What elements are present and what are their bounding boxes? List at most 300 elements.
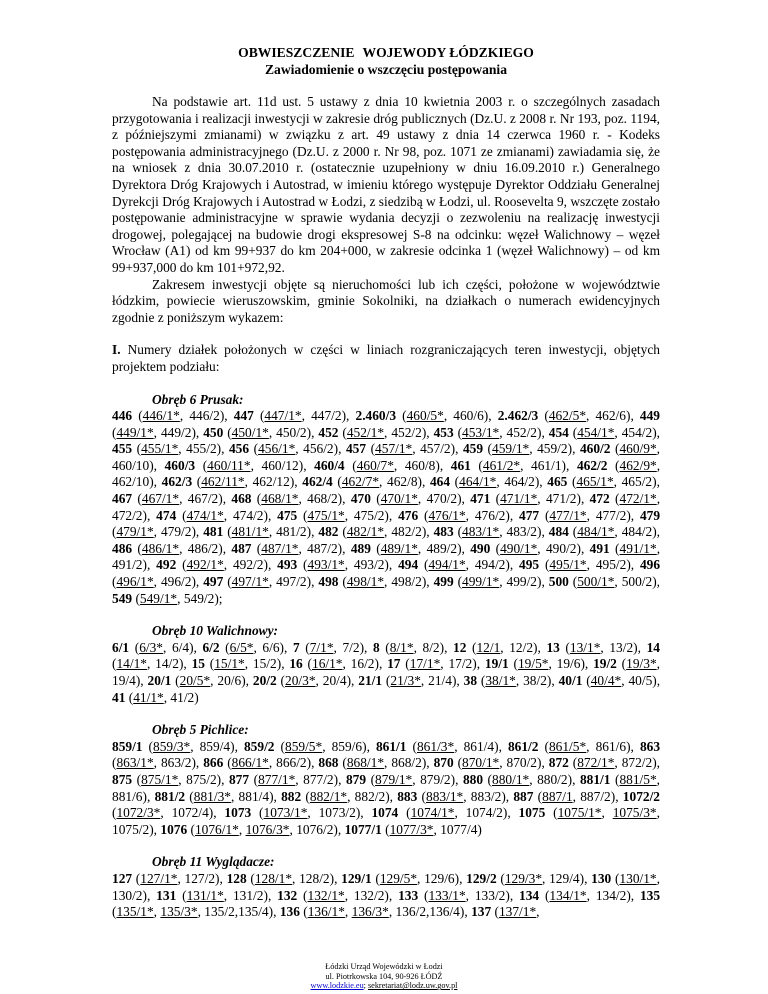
plot-entry: 1076 (1076/1*, 1076/3*, 1076/2) (160, 821, 338, 837)
plot-number: 452 (318, 424, 339, 440)
plot-entry: 882 (882/1*, 882/2) (281, 788, 390, 804)
title-part-2: WOJEWODY ŁÓDZKIEGO (362, 45, 534, 60)
plot-entry: 129/1 (129/5*, 129/6) (341, 870, 460, 886)
plot-entry: 130 (130/1*, 130/2) (112, 870, 660, 903)
plot-number: 454 (548, 424, 569, 440)
plot-entry: 2.462/3 (462/5*, 462/6) (497, 408, 631, 424)
plot-split-number: 449/1* (116, 424, 154, 440)
plot-split-number: 452/1* (346, 424, 385, 440)
plot-number: 127 (112, 870, 133, 886)
footer-website-link[interactable]: www.lodzkie.eu (310, 981, 364, 991)
plot-entry: 8 (8/1*, 8/2) (372, 639, 445, 655)
plot-split-number: 136/1* (307, 904, 345, 920)
plot-remainder-number: 880/2 (537, 771, 568, 787)
plot-entry: 872 (872/1*, 872/2) (548, 755, 657, 771)
plot-split-number: 468/1* (261, 491, 299, 507)
plot-remainder-number: 464/2 (504, 474, 535, 490)
plot-entry: 449 (449/1*, 449/2) (112, 408, 660, 440)
plot-split-number: 20/3* (285, 673, 316, 688)
plot-entry: 133 (133/1*, 133/2) (398, 887, 510, 903)
plot-remainder-number: 499/2 (506, 574, 538, 590)
plot-number: 881/2 (154, 788, 186, 804)
plot-split-number: 500/1* (577, 574, 615, 590)
plot-split-number: 470/1* (380, 491, 418, 507)
plot-number: 1076 (160, 821, 188, 837)
plot-remainder-number: 467/2 (187, 491, 219, 507)
plot-split-number: 493/1* (307, 557, 345, 573)
plot-number: 887 (513, 788, 534, 804)
plot-remainder-number: 476/2 (474, 507, 506, 523)
plot-remainder-number: 861/4 (463, 738, 495, 754)
plot-number: 462/2 (576, 457, 608, 473)
plot-entry: 484 (484/1*, 484/2) (548, 524, 657, 540)
plot-entry: 40/1 (40/4*, 40/5) (558, 673, 657, 688)
document-page (112, 34, 660, 921)
plot-number: 137 (471, 904, 492, 920)
plot-split-number: 863/1* (116, 755, 154, 771)
plot-remainder-number: 474/2 (232, 507, 264, 523)
plot-remainder-number: 484/2 (621, 524, 653, 540)
plot-remainder-number: 497/2 (276, 574, 307, 590)
plot-entry: 472 (472/1*, 472/2) (112, 491, 661, 523)
plot-number: 460/3 (164, 457, 196, 473)
plot-entry: 490 (490/1*, 490/2) (470, 540, 581, 556)
plot-number: 40/1 (558, 673, 583, 688)
precinct-block (112, 854, 660, 920)
plot-remainder-number: 460/10 (112, 457, 150, 473)
plot-number: 455 (112, 441, 133, 457)
plot-remainder-number: 882/2 (354, 788, 386, 804)
footer-email-link[interactable]: sekretariat@lodz.uw.gov.pl (368, 981, 458, 991)
plot-entry: 131 (131/1*, 131/2) (156, 887, 268, 903)
section-number: I. (112, 342, 121, 358)
plot-split-number: 494/1* (428, 557, 466, 573)
plot-remainder-number: 549/2 (183, 590, 215, 606)
plot-number: 136 (279, 904, 300, 920)
plot-split-number: 6/5* (229, 639, 254, 655)
plot-remainder-number: 133/2 (474, 887, 506, 903)
plot-remainder-number: 7/2 (342, 639, 360, 655)
plot-split-number: 859/3* (153, 738, 191, 754)
plot-remainder-number: 136/2,136/4 (395, 904, 460, 920)
plot-entry: 474 (474/1*, 474/2) (156, 507, 268, 523)
plot-split-number: 460/11* (207, 457, 251, 473)
plot-entry: 19/2 (19/3*, 19/4) (112, 656, 661, 688)
plot-entry: 486 (486/1*, 486/2) (112, 540, 223, 556)
plot-entry: 482 (482/1*, 482/2) (318, 524, 427, 540)
plot-number: 465 (547, 474, 568, 490)
plot-entry: 499 (499/1*, 499/2) (433, 574, 542, 590)
plot-split-number: 462/5* (548, 408, 587, 424)
title-part-1: OBWIESZCZENIE (238, 45, 355, 60)
plot-split-number: 499/1* (462, 574, 500, 590)
plot-list: 6/1 (6/3*, 6/4), 6/2 (6/5*, 6/6), 7 (7/1*, 7/2), 8 (8/1*, 8/2), 12 (12/1, 12/2), 13 (13/1*, 13/2), 14 (14/1*, 14/2), 15 (15/1*, 15/2), 16 (16/1*, 16/2), 17 (17/1*, 17/2), 19/1 (19/5*, 19/6), 19/2 (19/3*, 19/4), 20/1 (20/5*, 20/6), 20/2 (20/3*, 20/4), 21/1 (21/3*, 21/4), 38 (38/1*, 38/2), 40/1 (40/4*, 40/5), 41 (41/1*, 41/2) (112, 639, 661, 705)
plot-entry: 465 (465/1*, 465/2) (547, 474, 657, 490)
plot-split-number: 1074/1* (410, 805, 455, 821)
plot-number: 495 (519, 557, 540, 573)
plot-entry: 136 (136/1*, 136/3*, 136/2,136/4) (279, 904, 465, 920)
plot-remainder-number: 487/2 (307, 540, 338, 556)
plot-number: 129/1 (341, 870, 372, 886)
plot-split-number: 455/1* (141, 441, 179, 457)
plot-entry: 868 (868/1*, 868/2) (318, 755, 427, 771)
precinct-title: Obręb 6 Prusak: (152, 391, 244, 407)
plot-number: 467 (112, 491, 133, 507)
plot-number: 449 (639, 408, 660, 424)
plot-remainder-number: 881/6 (112, 788, 143, 804)
plot-split-number: 6/3* (139, 639, 163, 655)
plot-remainder-number: 457/2 (420, 441, 451, 457)
plot-entry: 879 (879/1*, 879/2) (345, 771, 456, 787)
plot-number: 863 (639, 738, 661, 754)
plot-remainder-number: 452/2 (391, 424, 422, 440)
plot-split-number: 872/1* (577, 755, 615, 771)
plot-split-number: 476/1* (428, 507, 466, 523)
plot-number: 479 (639, 507, 661, 523)
plot-entry: 460/2 (460/9*, 460/10) (112, 441, 660, 473)
plot-remainder-number: 446/2 (189, 408, 220, 424)
plot-entry: 17 (17/1*, 17/2) (387, 656, 477, 672)
plot-number: 17 (387, 656, 401, 672)
plot-number: 868 (318, 755, 339, 771)
plot-entry: 475 (475/1*, 475/2) (277, 507, 389, 523)
plot-entry: 1074 (1074/1*, 1074/2) (371, 805, 508, 821)
plot-remainder-number: 129/6 (424, 870, 455, 886)
plot-number: 1077/1 (344, 821, 382, 837)
plot-list: 446 (446/1*, 446/2), 447 (447/1*, 447/2), 2.460/3 (460/5*, 460/6), 2.462/3 (462/5*, 462/6), 449 (449/1*, 449/2), 450 (450/1*, 450/2), 452 (452/1*, 452/2), 453 (453/1*, 452/2), 454 (454/1*, 454/2), 455 (455/1*, 455/2), 456 (456/1*, 456/2), 457 (457/1*, 457/2), 459 (459/1*, 459/2), 460/2 (460/9*, 460/10), 460/3 (460/11*, 460/12), 460/4 (460/7*, 460/8), 461 (461/2*, 461/1), 462/2 (462/9*, 462/10), 462/3 (462/11*, 462/12), 462/4 (462/7*, 462/8), 464 (464/1*, 464/2), 465 (465/1*, 465/2), 467 (467/1*, 467/2), 468 (468/1*, 468/2), 470 (470/1*, 470/2), 471 (471/1*, 471/2), 472 (472/1*, 472/2), 474 (474/1*, 474/2), 475 (475/1*, 475/2), 476 (476/1*, 476/2), 477 (477/1*, 477/2), 479 (479/1*, 479/2), 481 (481/1*, 481/2), 482 (482/1*, 482/2), 483 (483/1*, 483/2), 484 (484/1*, 484/2), 486 (486/1*, 486/2), 487 (487/1*, 487/2), 489 (489/1*, 489/2), 490 (490/1*, 490/2), 491 (491/1*, 491/2), 492 (492/1*, 492/2), 493 (493/1*, 493/2), 494 (494/1*, 494/2), 495 (495/1*, 495/2), 496 (496/1*, 496/2), 497 (497/1*, 497/2), 498 (498/1*, 498/2), 499 (499/1*, 499/2), 500 (500/1*, 500/2), 549 (549/1*, 549/2); (112, 408, 661, 606)
plot-number: 15 (191, 656, 205, 672)
plot-number: 492 (156, 557, 177, 573)
plot-entry: 493 (493/1*, 493/2) (277, 557, 389, 573)
plot-entry: 859/2 (859/5*, 859/6) (243, 738, 367, 754)
plot-number: 128 (226, 870, 247, 886)
plot-remainder-number: 456/2 (303, 441, 334, 457)
plot-number: 496 (639, 557, 661, 573)
plot-entry: 453 (453/1*, 452/2) (433, 424, 542, 440)
plot-remainder-number: 883/2 (470, 788, 502, 804)
plot-number: 134 (519, 887, 540, 903)
plot-remainder-number: 461/1 (531, 457, 562, 473)
plot-entry: 489 (489/1*, 489/2) (350, 540, 462, 556)
plot-remainder-number: 490/2 (545, 540, 577, 556)
plot-number: 20/1 (147, 673, 172, 688)
plot-number: 8 (372, 639, 380, 655)
plot-number: 6/1 (112, 639, 130, 655)
plot-split-number: 135/3* (160, 904, 198, 920)
plot-entry: 497 (497/1*, 497/2) (203, 574, 312, 590)
plot-split-number: 881/5* (619, 771, 657, 787)
plot-number: 447 (233, 408, 254, 424)
plot-entry: 870 (870/1*, 870/2) (433, 755, 542, 771)
plot-split-number: 136/3* (351, 904, 389, 920)
plot-split-number: 13/1* (569, 639, 601, 655)
plot-entry: 41 (41/1*, 41/2) (112, 689, 199, 705)
plot-number: 880 (462, 771, 484, 787)
plot-number: 130 (591, 870, 612, 886)
plot-remainder-number: 482/2 (391, 524, 422, 540)
plot-entry: 1075 (1075/1*, 1075/3*, 1075/2) (112, 805, 660, 837)
plot-split-number: 459/1* (492, 441, 530, 457)
plot-remainder-number: 460/8 (404, 457, 436, 473)
plot-entry: 135 (135/1*, 135/3*, 135/2,135/4) (112, 887, 661, 920)
plot-split-number: 887/1 (542, 788, 573, 804)
plot-entry: 2.460/3 (460/5*, 460/6) (355, 408, 489, 424)
plot-number: 460/2 (579, 441, 611, 457)
plot-entry: 462/2 (462/9*, 462/10) (112, 457, 661, 490)
plot-split-number: 20/5* (179, 673, 211, 688)
plot-remainder-number: 462/10 (112, 474, 150, 490)
plot-number: 2.462/3 (497, 408, 539, 424)
plot-remainder-number: 861/6 (595, 738, 627, 754)
plot-number: 549 (112, 590, 133, 606)
plot-split-number: 137/1* (498, 904, 537, 920)
plot-split-number: 129/5* (379, 870, 418, 886)
plot-split-number: 487/1* (261, 540, 299, 556)
plot-split-number: 460/7* (356, 457, 394, 473)
plot-split-number: 883/1* (426, 788, 464, 804)
plot-entry: 861/2 (861/5*, 861/6) (507, 738, 631, 754)
plot-remainder-number: 1077/4 (440, 821, 478, 837)
plot-split-number: 456/1* (258, 441, 296, 457)
plot-split-number: 868/1* (346, 755, 385, 771)
plot-number: 877 (228, 771, 250, 787)
plot-entry: 498 (498/1*, 498/2) (318, 574, 427, 590)
plot-split-number: 19/3* (626, 656, 657, 672)
footer-contact (0, 981, 768, 991)
plot-number: 12 (453, 639, 467, 655)
plot-number: 453 (433, 424, 454, 440)
plot-entry: 129/2 (129/3*, 129/4) (466, 870, 585, 886)
plot-split-number: 481/1* (231, 524, 269, 540)
plot-entry: 549 (549/1*, 549/2) (112, 590, 219, 606)
plot-split-number: 880/1* (492, 771, 530, 787)
plot-number: 468 (231, 491, 252, 507)
plot-number: 475 (277, 507, 298, 523)
plot-remainder-number: 495/2 (595, 557, 627, 573)
plot-number: 476 (398, 507, 419, 523)
document-subtitle: Zawiadomienie o wszczęciu postępowania (264, 62, 508, 77)
plot-split-number: 462/7* (341, 474, 380, 490)
plot-entry: 460/4 (460/7*, 460/8) (314, 457, 440, 473)
plot-remainder-number: 868/2 (391, 755, 422, 771)
plot-split-number: 38/1* (485, 673, 516, 688)
plot-entry: 481 (481/1*, 481/2) (203, 524, 312, 540)
plot-remainder-number: 130/2 (112, 887, 143, 903)
plot-entry: 461 (461/2*, 461/1) (450, 457, 567, 473)
plot-entry: 38 (38/1*, 38/2) (463, 673, 552, 688)
plot-remainder-number: 481/2 (276, 524, 307, 540)
plot-remainder-number: 20/6 (217, 673, 242, 688)
plot-number: 456 (228, 441, 250, 457)
plot-entry: 12 (12/1, 12/2) (453, 639, 538, 655)
plot-split-number: 134/1* (549, 887, 587, 903)
plot-number: 879 (345, 771, 367, 787)
plot-entry: 880 (880/1*, 880/2) (462, 771, 573, 787)
plot-number: 457 (345, 441, 367, 457)
plot-entry: 134 (134/1*, 134/2) (519, 887, 631, 903)
plot-number: 464 (429, 474, 451, 490)
plot-split-number: 465/1* (576, 474, 614, 490)
plot-number: 1074 (371, 805, 399, 821)
plot-entry: 454 (454/1*, 454/2) (548, 424, 657, 440)
plot-split-number: 471/1* (500, 491, 538, 507)
plot-split-number: 492/1* (186, 557, 224, 573)
plot-remainder-number: 877/2 (303, 771, 334, 787)
plot-split-number: 491/1* (619, 540, 657, 556)
plot-remainder-number: 135/2,135/4 (204, 904, 269, 920)
plot-remainder-number: 498/2 (391, 574, 422, 590)
plot-split-number: 483/1* (462, 524, 500, 540)
plot-split-number: 447/1* (264, 408, 302, 424)
plot-split-number: 130/1* (619, 870, 657, 886)
plot-entry: 15 (15/1*, 15/2) (191, 656, 282, 672)
plot-entry: 492 (492/1*, 492/2) (156, 557, 268, 573)
plot-remainder-number: 460/6 (453, 408, 484, 424)
plot-split-number: 879/1* (375, 771, 413, 787)
plot-number: 490 (470, 540, 491, 556)
plot-remainder-number: 462/8 (387, 474, 418, 490)
plot-number: 493 (277, 557, 298, 573)
plot-split-number: 479/1* (116, 524, 154, 540)
plot-remainder-number: 12/2 (509, 639, 534, 655)
plot-split-number: 460/5* (406, 408, 444, 424)
plot-entry: 6/1 (6/3*, 6/4) (112, 639, 194, 655)
plot-number: 872 (548, 755, 569, 771)
plot-number: 20/2 (252, 673, 277, 688)
plot-number: 446 (112, 408, 133, 424)
plot-remainder-number: 500/2 (621, 574, 653, 590)
plot-number: 870 (433, 755, 454, 771)
plot-split-number: 875/1* (141, 771, 179, 787)
plot-entry: 452 (452/1*, 452/2) (318, 424, 427, 440)
plot-remainder-number: 127/2 (184, 870, 216, 886)
plot-entry: 861/1 (861/3*, 861/4) (375, 738, 499, 754)
plot-remainder-number: 21/4 (428, 673, 452, 688)
plot-remainder-number: 863/2 (160, 755, 192, 771)
plot-entry: 128 (128/1*, 128/2) (226, 870, 335, 886)
plot-list: 127 (127/1*, 127/2), 128 (128/1*, 128/2), 129/1 (129/5*, 129/6), 129/2 (129/3*, 129/4), 130 (130/1*, 130/2), 131 (131/1*, 131/2), 132 (132/1*, 132/2), 133 (133/1*, 133/2), 134 (134/1*, 134/2), 135 (135/1*, 135/3*, 135/2,135/4), 136 (136/1*, 136/3*, 136/2,136/4), 137 (137/1*, (112, 870, 661, 920)
plot-number: 462/3 (161, 474, 193, 490)
plot-split-number: 1073/1* (263, 805, 308, 821)
plot-remainder-number: 450/2 (276, 424, 307, 440)
plot-number: 491 (589, 540, 610, 556)
plot-number: 135 (639, 887, 661, 903)
plot-number: 486 (112, 540, 133, 556)
plot-split-number: 19/5* (517, 656, 549, 672)
plot-split-number: 1076/1* (194, 821, 239, 837)
plot-split-number: 467/1* (141, 491, 180, 507)
plot-remainder-number: 128/2 (299, 870, 330, 886)
plot-remainder-number: 494/2 (474, 557, 506, 573)
plot-number: 13 (546, 639, 560, 655)
plot-remainder-number: 875/2 (186, 771, 217, 787)
plot-number: 19/1 (484, 656, 509, 672)
plot-split-number: 496/1* (116, 574, 154, 590)
plot-entry: 457 (457/1*, 457/2) (345, 441, 456, 457)
plot-split-number: 132/1* (307, 887, 345, 903)
plot-remainder-number: 472/2 (112, 507, 143, 523)
plot-split-number: 477/1* (549, 507, 587, 523)
plot-number: 2.460/3 (355, 408, 397, 424)
plot-split-number: 41/1* (133, 689, 164, 705)
plot-entry: 500 (500/1*, 500/2) (548, 574, 657, 590)
plot-entry: 127 (127/1*, 127/2) (112, 870, 220, 886)
plot-number: 484 (548, 524, 569, 540)
plot-number: 859/1 (112, 738, 143, 754)
plot-split-number: 462/11* (201, 474, 245, 490)
plot-remainder-number: 468/2 (307, 491, 338, 507)
plot-split-number: 474/1* (186, 507, 224, 523)
plot-split-number: 454/1* (577, 424, 615, 440)
section-text: Numery działek położonych w części w liniach rozgraniczających teren inwestycji, objętych projektem podziału: (112, 342, 660, 374)
plot-split-number: 7/1* (309, 639, 334, 655)
plot-split-number: 457/1* (375, 441, 413, 457)
plot-remainder-number: 40/5 (628, 673, 653, 688)
plot-number: 1073 (224, 805, 252, 821)
plot-split-number: 881/3* (193, 788, 231, 804)
plot-remainder-number: 6/4 (171, 639, 190, 655)
plot-entry: 483 (483/1*, 483/2) (433, 524, 542, 540)
plot-remainder-number: 479/2 (160, 524, 192, 540)
plot-entry: 494 (494/1*, 494/2) (398, 557, 510, 573)
plot-number: 861/2 (507, 738, 539, 754)
plot-split-number: 40/4* (590, 673, 622, 688)
plot-split-number: 15/1* (214, 656, 245, 672)
plot-remainder-number: 134/2 (595, 887, 627, 903)
plot-number: 1075 (518, 805, 546, 821)
plot-remainder-number: 496/2 (160, 574, 192, 590)
page-footer (0, 962, 768, 991)
plot-number: 477 (519, 507, 540, 523)
plot-number: 462/4 (302, 474, 333, 490)
plot-entry: 137 (137/1*, (471, 904, 540, 920)
plot-entry: 476 (476/1*, 476/2) (398, 507, 510, 523)
plot-split-number: 859/5* (285, 738, 323, 754)
plot-remainder-number: 19/4 (112, 673, 136, 688)
plot-entry: 462/3 (462/11*, 462/12) (161, 474, 295, 490)
plot-remainder-number: 452/2 (506, 424, 538, 440)
plot-split-number: 135/1* (116, 904, 154, 920)
plot-split-number: 462/9* (619, 457, 657, 473)
plot-remainder-number: 493/2 (353, 557, 385, 573)
plot-number: 470 (350, 491, 371, 507)
precinct-block (112, 722, 660, 838)
plot-split-number: 495/1* (549, 557, 587, 573)
plot-number: 129/2 (466, 870, 497, 886)
precinct-block (112, 392, 660, 608)
plot-number: 489 (350, 540, 371, 556)
plot-split-number: 490/1* (500, 540, 538, 556)
plot-entry: 877 (877/1*, 877/2) (228, 771, 339, 787)
plot-entry: 456 (456/1*, 456/2) (228, 441, 339, 457)
plot-number: 132 (277, 887, 298, 903)
plot-split-number: 861/5* (548, 738, 587, 754)
plot-entry: 479 (479/1*, 479/2) (112, 507, 661, 540)
plot-remainder-number: 462/12 (252, 474, 290, 490)
plot-remainder-number: 1074/2 (465, 805, 503, 821)
plot-entry: 19/1 (19/5*, 19/6) (484, 656, 585, 672)
plot-remainder-number: 447/2 (311, 408, 342, 424)
plot-remainder-number: 859/6 (331, 738, 363, 754)
plot-remainder-number: 879/2 (420, 771, 451, 787)
plot-entry: 6/2 (6/5*, 6/6) (202, 639, 284, 655)
plot-remainder-number: 1072/4 (171, 805, 209, 821)
plot-entry: 863 (863/1*, 863/2) (112, 738, 661, 771)
plot-remainder-number: 866/2 (276, 755, 307, 771)
plot-remainder-number: 41/2 (170, 689, 195, 705)
plot-entry: 447 (447/1*, 447/2) (233, 408, 347, 424)
plot-number: 471 (470, 491, 491, 507)
